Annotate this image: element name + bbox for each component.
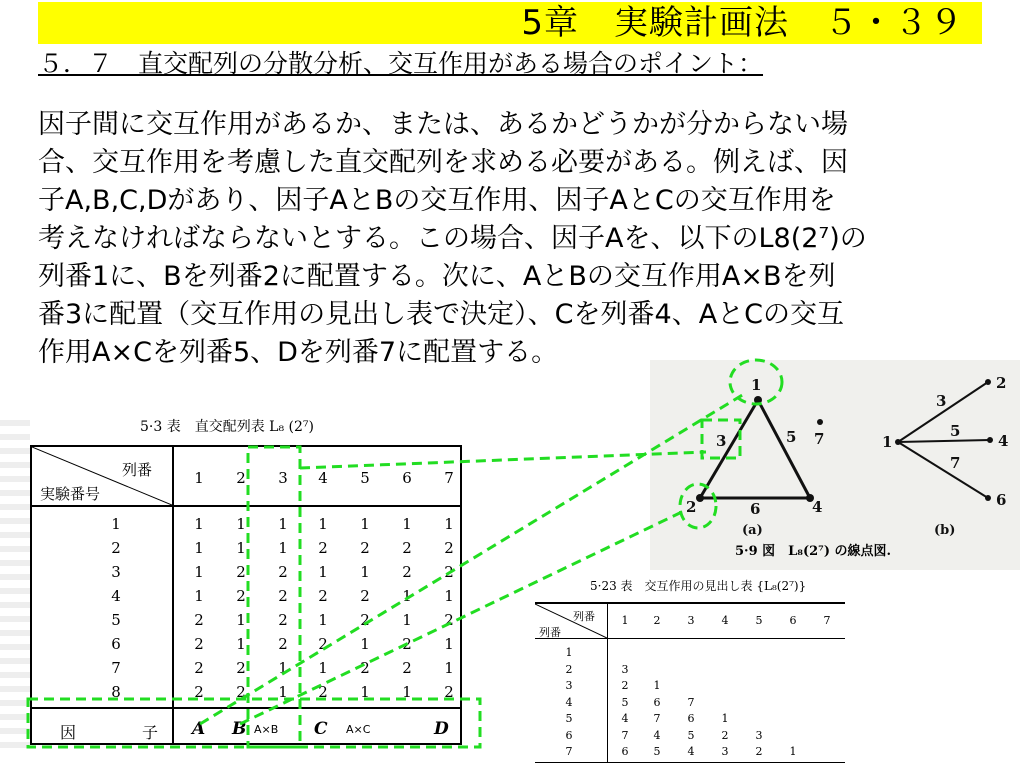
interaction-cell: 5	[621, 695, 629, 709]
graph-caption: 5·9 図 L₈(2⁷) の線点図.	[735, 544, 892, 559]
body-line: 考えなければならないとする。この場合、因子Aを、以下のL8(2⁷)の	[38, 223, 867, 254]
node-label: 1	[751, 376, 762, 394]
edge-label: 5	[950, 422, 961, 440]
array-cell: 2	[194, 659, 204, 677]
array-row-number: 8	[111, 683, 121, 701]
interaction-cell: 6	[687, 712, 695, 725]
array-cell: 2	[402, 539, 412, 557]
array-row-number: 7	[111, 659, 121, 677]
array-cell: 2	[278, 611, 288, 629]
interaction-cell: 7	[687, 695, 695, 709]
array-header-row: 実験番号	[40, 485, 101, 503]
edge-label: 7	[950, 454, 961, 472]
array-cell: 2	[444, 683, 454, 701]
array-column-header: 2	[236, 469, 246, 487]
interaction-column-header: 7	[823, 614, 831, 627]
array-row-number: 6	[111, 635, 121, 653]
highlight-factor-row	[28, 699, 480, 747]
interaction-cell: 4	[621, 712, 629, 725]
node-label: 4	[812, 498, 823, 516]
array-column-header: 4	[318, 469, 328, 487]
interaction-cell: 2	[755, 745, 763, 758]
array-cell: 2	[360, 611, 370, 629]
array-cell: 1	[318, 563, 328, 581]
highlight-column-3	[248, 447, 300, 747]
array-column-header: 3	[278, 469, 288, 487]
highlight-edge-3	[702, 420, 740, 458]
array-cell: 1	[318, 659, 328, 677]
interaction-cell: 1	[789, 745, 797, 758]
connector-line	[200, 394, 744, 724]
array-cell: 1	[444, 635, 454, 653]
array-cell: 1	[278, 659, 288, 677]
array-cell: 2	[236, 587, 246, 605]
array-row-number: 1	[111, 515, 121, 533]
body-line: 列番1に、Bを列番2に配置する。次に、AとBの交互作用A×Bを列	[38, 261, 836, 292]
interaction-cell: 7	[653, 712, 661, 725]
node-label: 7	[814, 430, 825, 448]
interaction-header-column: 列番	[573, 610, 595, 623]
interaction-column-header: 6	[789, 614, 797, 627]
array-cell: 2	[194, 611, 204, 629]
body-line: 番3に配置（交互作用の見出し表で決定）、Cを列番4、AとCの交互	[38, 299, 845, 330]
interaction-cell: 5	[687, 728, 695, 742]
array-cell: 2	[318, 539, 328, 557]
edge-label: 3	[716, 432, 727, 450]
edge-label: 6	[750, 500, 761, 518]
array-cell: 1	[360, 563, 370, 581]
array-cell: 2	[194, 635, 204, 653]
body-line: 子A,B,C,Dがあり、因子AとBの交互作用、因子AとCの交互作用を	[38, 185, 836, 216]
body-line: 因子間に交互作用があるか、または、あるかどうかが分からない場	[38, 109, 848, 140]
interaction-cell: 5	[653, 745, 661, 758]
array-column-header: 5	[360, 469, 370, 487]
figure-label-a: (a)	[742, 523, 763, 538]
interaction-cell: 1	[721, 712, 729, 725]
array-cell: 1	[236, 635, 246, 653]
node-label: 4	[998, 432, 1009, 450]
array-cell: 1	[444, 659, 454, 677]
body-line: 合、交互作用を考慮した直交配列を求める必要がある。例えば、因	[38, 147, 848, 178]
array-cell: 1	[402, 515, 412, 533]
section-heading: ５．７ 直交配列の分散分析、交互作用がある場合のポイント：	[38, 49, 764, 78]
interaction-row-number: 7	[565, 745, 573, 758]
array-row-number: 3	[111, 563, 121, 581]
interaction-row-number: 2	[565, 662, 573, 676]
interaction-row-number: 5	[565, 712, 573, 725]
array-cell: 2	[444, 539, 454, 557]
interaction-row-number: 4	[565, 695, 573, 709]
array-cell: 1	[194, 539, 204, 557]
array-cell: 1	[360, 515, 370, 533]
array-cell: 1	[194, 515, 204, 533]
interaction-header-row: 列番	[539, 626, 561, 639]
array-cell: 1	[318, 611, 328, 629]
interaction-column-header: 4	[721, 614, 729, 627]
interaction-cell: 3	[755, 728, 763, 742]
array-cell: 2	[360, 587, 370, 605]
factor-b: B	[232, 719, 247, 739]
array-cell: 1	[278, 683, 288, 701]
array-cell: 2	[236, 563, 246, 581]
array-cell: 2	[360, 539, 370, 557]
array-caption: 5·3 表 直交配列表 L₈ (2⁷)	[140, 419, 314, 435]
node-label: 1	[882, 433, 893, 451]
array-cell: 2	[318, 587, 328, 605]
array-cell: 2	[402, 659, 412, 677]
interaction-table-caption: 5·23 表 交互作用の見出し表 {L₈(2⁷)}	[590, 579, 807, 593]
array-cell: 1	[318, 515, 328, 533]
node-label: 2	[686, 498, 697, 516]
factor-axb: A×B	[254, 723, 279, 736]
interaction-cell: 3	[621, 662, 629, 676]
array-cell: 2	[278, 635, 288, 653]
array-cell: 2	[278, 587, 288, 605]
array-cell: 1	[194, 587, 204, 605]
interaction-column-header: 1	[621, 614, 629, 627]
interaction-row-number: 3	[565, 679, 573, 692]
factor-label: 因	[60, 723, 77, 742]
factor-label: 子	[142, 723, 159, 742]
interaction-cell: 3	[721, 745, 729, 758]
array-cell: 1	[236, 611, 246, 629]
array-cell: 1	[402, 587, 412, 605]
factor-c: C	[314, 719, 328, 739]
node-label: 2	[996, 374, 1007, 392]
array-cell: 2	[360, 659, 370, 677]
interaction-cell: 4	[687, 745, 695, 758]
array-cell: 2	[236, 683, 246, 701]
array-column-header: 7	[444, 469, 454, 487]
page-title: 5章 実験計画法 ５・３９	[521, 3, 964, 43]
figure-label-b: (b)	[934, 523, 956, 538]
edge-label: 3	[936, 392, 947, 410]
array-cell: 1	[278, 515, 288, 533]
array-header-column: 列番	[122, 461, 153, 479]
node-label: 6	[996, 491, 1007, 509]
array-row-number: 2	[111, 539, 121, 557]
array-cell: 1	[278, 539, 288, 557]
array-row-number: 5	[111, 611, 121, 629]
array-cell: 1	[402, 611, 412, 629]
interaction-column-header: 3	[687, 614, 695, 627]
array-column-header: 6	[402, 469, 412, 487]
array-cell: 2	[402, 563, 412, 581]
interaction-cell: 7	[621, 728, 629, 742]
array-cell: 1	[194, 563, 204, 581]
highlight-node-2	[680, 484, 716, 528]
factor-d: D	[434, 719, 449, 739]
array-cell: 2	[236, 659, 246, 677]
interaction-row-number: 6	[565, 728, 573, 742]
interaction-cell: 4	[653, 728, 661, 742]
array-column-header: 1	[194, 469, 204, 487]
array-cell: 2	[318, 683, 328, 701]
edge-label: 5	[786, 428, 797, 446]
array-cell: 2	[402, 635, 412, 653]
array-cell: 1	[402, 683, 412, 701]
interaction-row-number: 1	[565, 646, 573, 659]
array-cell: 1	[236, 515, 246, 533]
body-line: 作用A×Cを列番5、Dを列番7に配置する。	[38, 337, 559, 368]
array-cell: 2	[194, 683, 204, 701]
array-cell: 1	[444, 515, 454, 533]
array-row-number: 4	[111, 587, 121, 605]
interaction-cell: 6	[621, 745, 629, 758]
interaction-column-header: 2	[653, 614, 661, 627]
array-cell: 1	[236, 539, 246, 557]
connector-line	[240, 510, 686, 724]
array-cell: 2	[444, 611, 454, 629]
interaction-cell: 2	[721, 728, 729, 742]
factor-axc: A×C	[346, 723, 371, 736]
interaction-cell: 2	[621, 679, 629, 692]
array-cell: 1	[360, 683, 370, 701]
array-cell: 2	[318, 635, 328, 653]
interaction-cell: 6	[653, 695, 661, 709]
interaction-column-header: 5	[755, 614, 763, 627]
interaction-cell: 1	[653, 679, 661, 692]
array-cell: 1	[444, 587, 454, 605]
array-cell: 2	[444, 563, 454, 581]
factor-a: A	[192, 719, 206, 739]
array-cell: 2	[278, 563, 288, 581]
array-cell: 1	[360, 635, 370, 653]
